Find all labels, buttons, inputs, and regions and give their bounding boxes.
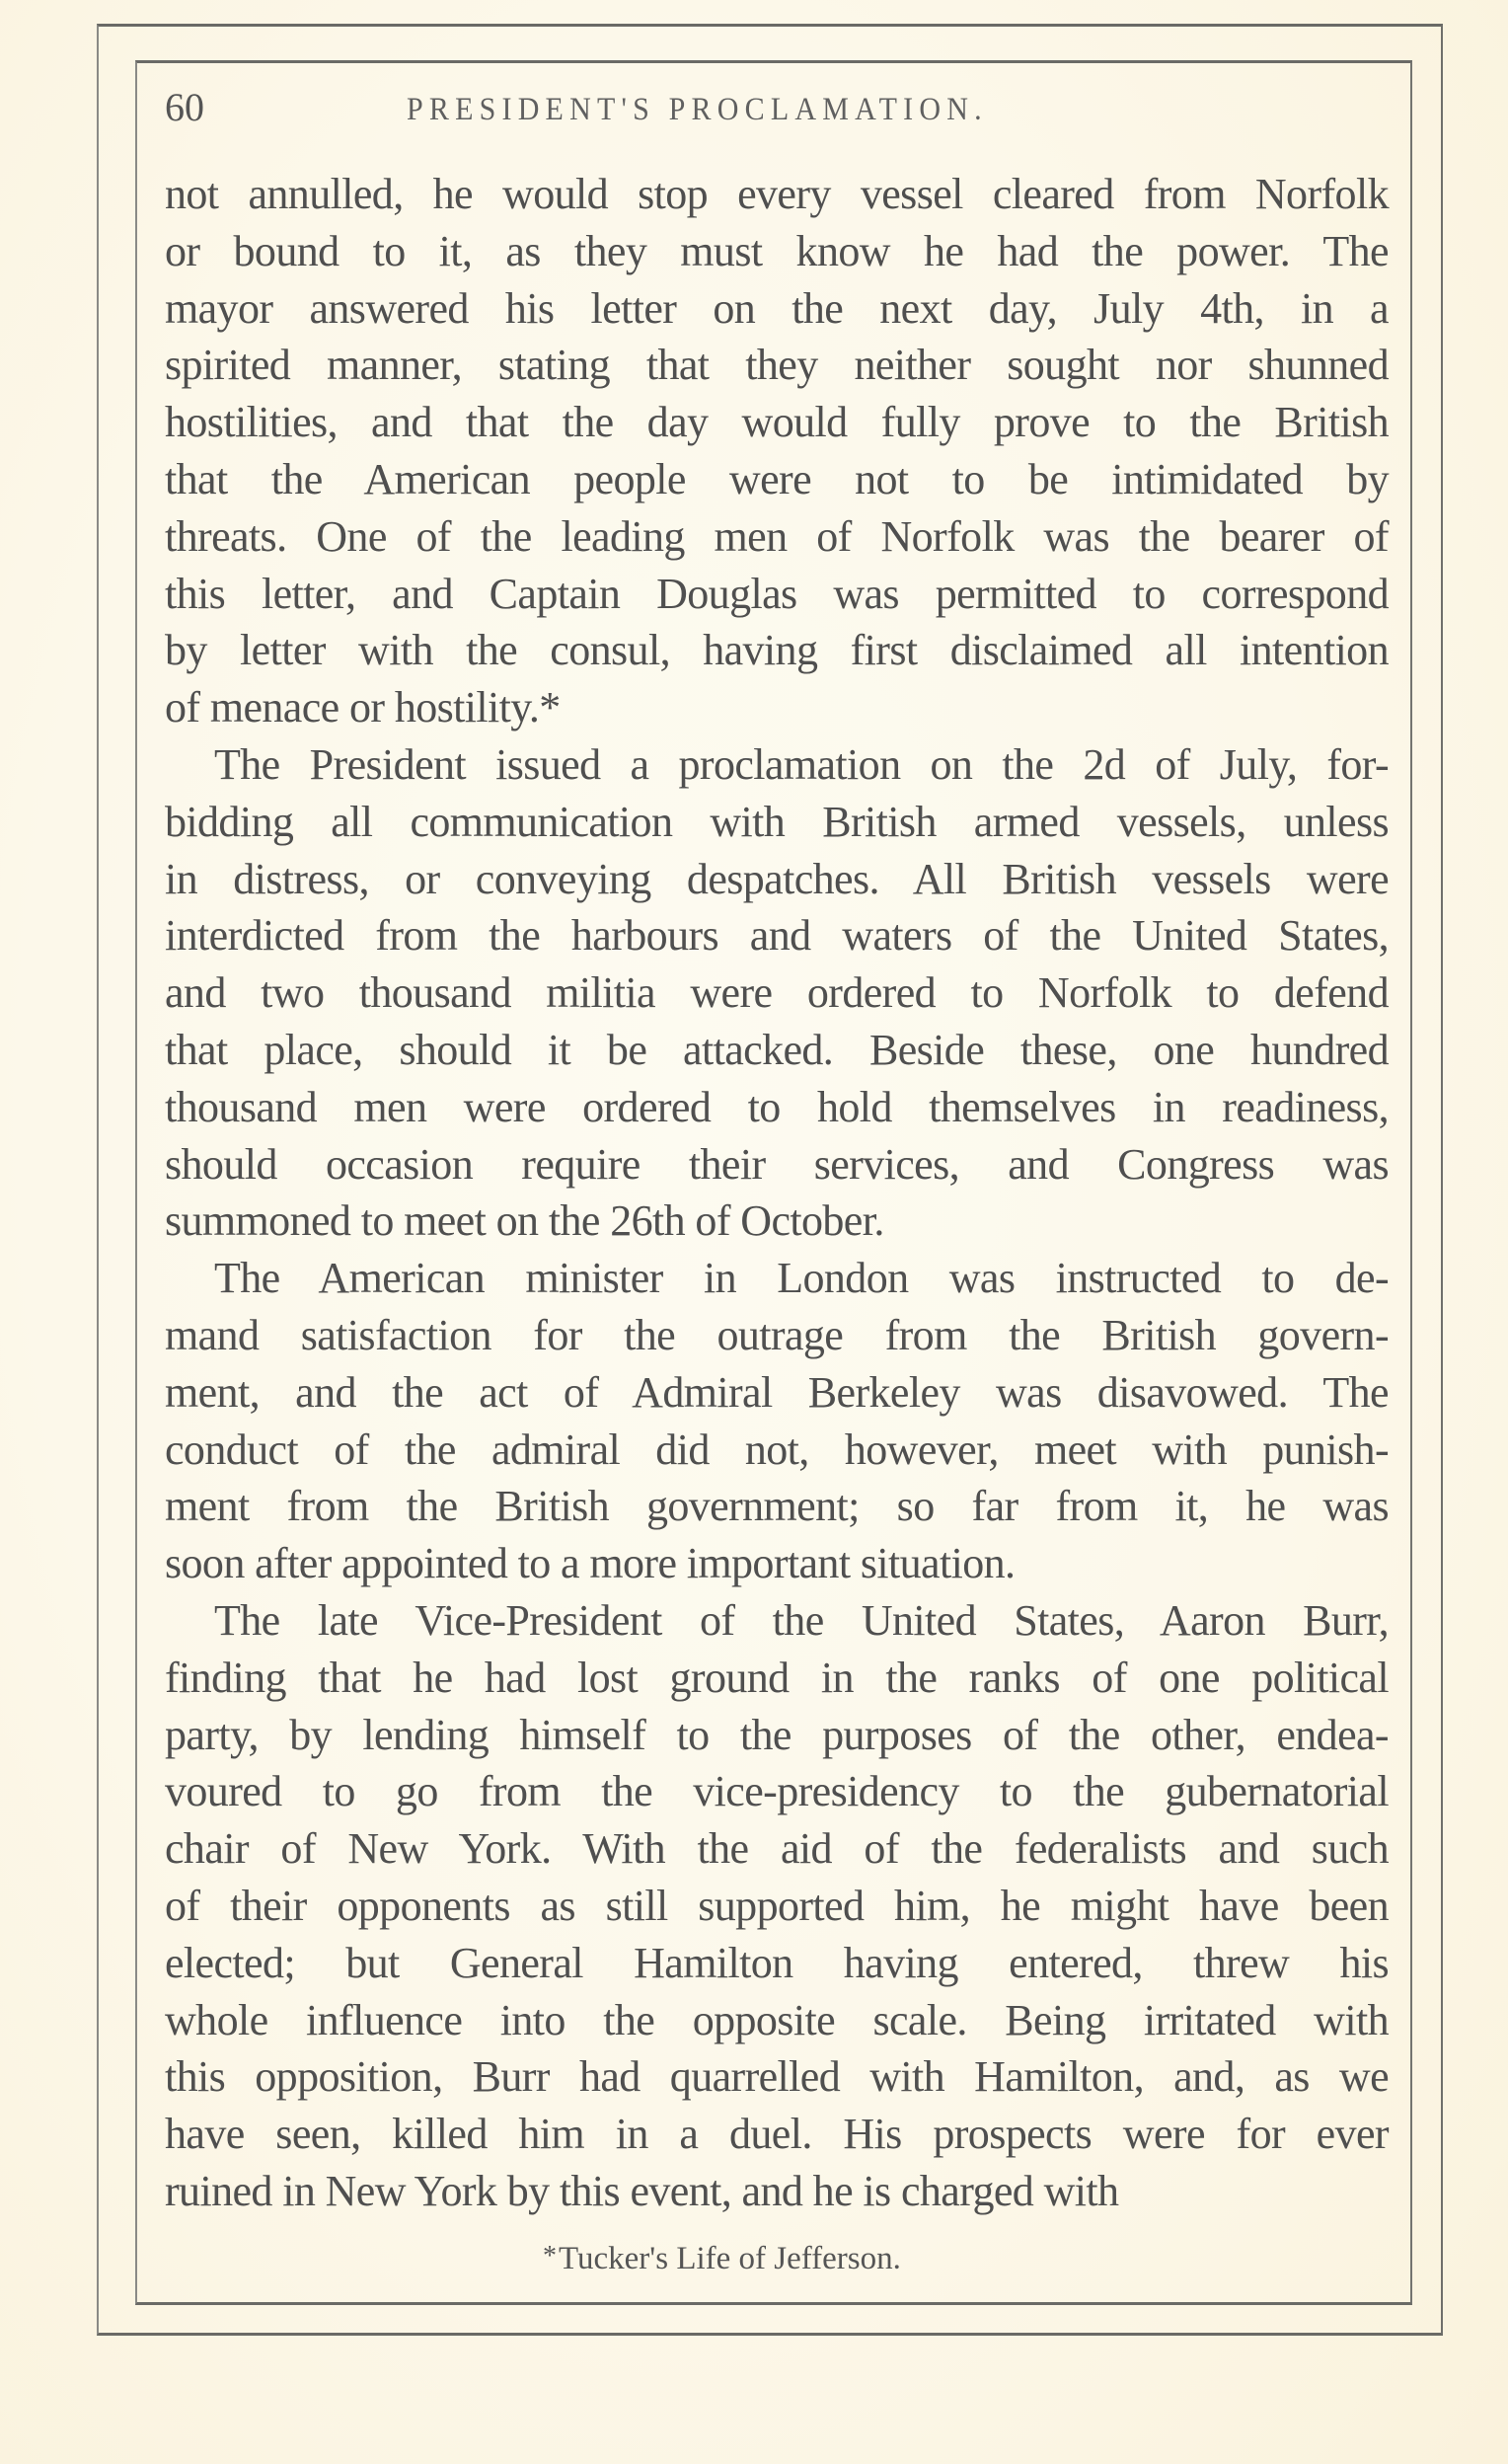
text-line: conduct of the admiral did not, however, meet with punish- <box>165 1424 1389 1474</box>
footnote <box>543 2235 901 2280</box>
text-line: The President issued a proclamation on the 2d of July, for- <box>214 739 1389 789</box>
text-line: mayor answered his letter on the next day, July 4th, in a <box>165 283 1389 333</box>
text-line: spirited manner, stating that they neither sought nor shunned <box>165 341 1389 390</box>
text-line: in distress, or conveying despatches. All British vessels were <box>165 854 1389 903</box>
text-line: bidding all communication with British armed vessels, unless <box>165 797 1389 846</box>
running-head <box>165 83 1389 132</box>
text-line: whole influence into the opposite scale. Being irritated with <box>165 1995 1389 2044</box>
text-line: and two thousand militia were ordered to Norfolk to defend <box>165 968 1389 1018</box>
text-line: ruined in New York by this event, and he is charged with <box>165 2166 1119 2215</box>
text-line: this letter, and Captain Douglas was permitted to correspond <box>165 569 1389 618</box>
text-line: that the American people were not to be intimidated by <box>165 454 1389 503</box>
text-line: that place, should it be attacked. Beside these, one hundred <box>165 1025 1389 1074</box>
text-line: finding that he had lost ground in the ranks of one political <box>165 1653 1389 1702</box>
text-line: not annulled, he would stop every vessel cleared from Norfolk <box>165 170 1389 218</box>
text-line: by letter with the consul, having first disclaimed all intention <box>165 626 1389 675</box>
text-line: or bound to it, as they must know he had the power. The <box>165 226 1389 275</box>
page-number: 60 <box>165 85 204 129</box>
text-line: threats. One of the leading men of Norfolk was the bearer of <box>165 511 1389 561</box>
footnote-mark: * <box>543 2241 557 2272</box>
running-title: PRESIDENT'S PROCLAMATION. <box>407 91 988 127</box>
footnote-text: Tucker's Life of Jefferson. <box>559 2241 901 2276</box>
text-line: hostilities, and that the day would fully prove to the British <box>165 398 1389 447</box>
paragraph <box>165 166 1389 736</box>
text-line: of menace or hostility.* <box>165 683 561 732</box>
text-line: thousand men were ordered to hold themselves in readiness, <box>165 1082 1389 1131</box>
text-line: party, by lending himself to the purposes of the other, endea- <box>165 1710 1389 1759</box>
text-line: mand satisfaction for the outrage from the British govern- <box>165 1310 1389 1359</box>
text-line: soon after appointed to a more important situation. <box>165 1539 1016 1588</box>
text-line: voured to go from the vice-presidency to the gubernatorial <box>165 1767 1389 1816</box>
text-line: chair of New York. With the aid of the federalists and such <box>165 1824 1389 1874</box>
text-line: summoned to meet on the 26th of October. <box>165 1196 884 1246</box>
text-line: have seen, killed him in a duel. His prospects were for ever <box>165 2110 1389 2159</box>
paragraph <box>165 1592 1389 2220</box>
text-line: elected; but General Hamilton having entered, threw his <box>165 1938 1389 1987</box>
text-line: this opposition, Burr had quarrelled with Hamilton, and, as we <box>165 2052 1389 2102</box>
text-line: should occasion require their services, and Congress was <box>165 1139 1389 1189</box>
paragraph <box>165 1250 1389 1592</box>
text-line: of their opponents as still supported him, he might have been <box>165 1881 1389 1930</box>
text-line: interdicted from the harbours and waters of the United States, <box>165 911 1389 961</box>
text-line: ment, and the act of Admiral Berkeley was disavowed. The <box>165 1367 1389 1417</box>
text-line: ment from the British government; so far from it, he was <box>165 1482 1389 1531</box>
text-line: The late Vice-President of the United States, Aaron Burr, <box>214 1595 1389 1645</box>
paragraph <box>165 736 1389 1250</box>
body-text <box>165 166 1389 2220</box>
text-line: The American minister in London was instructed to de- <box>214 1254 1389 1303</box>
